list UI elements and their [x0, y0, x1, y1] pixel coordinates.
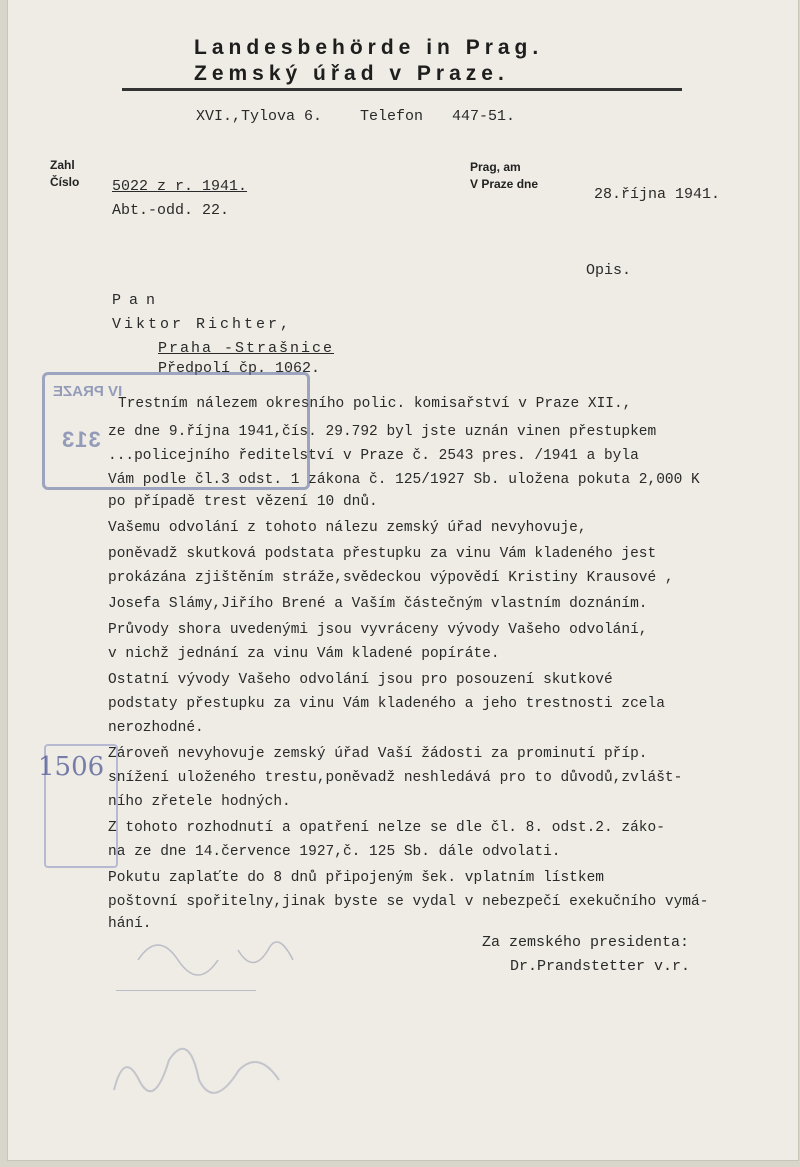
body-line: na ze dne 14.července 1927,č. 125 Sb. dále odvolati. [108, 844, 561, 860]
pencil-scribble [104, 1030, 344, 1120]
body-line: ze dne 9.října 1941,čís. 29.792 byl jste uznán vinen přestupkem [108, 424, 657, 440]
office-address: XVI.,Tylova 6. [196, 108, 323, 125]
addressee-street: Předpolí čp. 1062. [158, 360, 321, 377]
body-line: Vám podle čl.3 odst. 1 zákona č. 125/1927 Sb. uložena pokuta 2,000 K [108, 472, 700, 488]
cislo-label: Číslo [50, 175, 80, 189]
body-line: Pokutu zaplaťte do 8 dnů připojeným šek. vplatním lístkem [108, 870, 604, 886]
reference-number: 5022 z r. 1941. [112, 178, 248, 195]
body-line: v nichž jednání za vinu Vám kladené popíráte. [108, 646, 500, 662]
place-label-german: Prag, am [470, 160, 521, 174]
body-line: snížení uloženého trestu,poněvadž neshledává pro to důvodů,zvlášt- [108, 770, 683, 786]
zahl-label: Zahl [50, 158, 75, 172]
body-line: poněvadž skutková podstata přestupku za vinu Vám kladeného jest [108, 546, 657, 562]
letterhead-rule [122, 88, 682, 91]
stamp-number: 313 [61, 427, 101, 452]
body-line: Vašemu odvolání z tohoto nálezu zemský úřad nevyhovuje, [108, 520, 587, 536]
body-line: Trestním nálezem okresního polic. komisařství v Praze XII., [118, 396, 632, 412]
body-line: podstaty přestupku za vinu Vám kladeného a jeho trestnosti zcela [108, 696, 665, 712]
body-line: po případě trest vězení 10 dnů. [108, 494, 378, 510]
body-line: Josefa Slámy,Jiřího Brené a Vaším částečným vlastním doznáním. [108, 596, 648, 612]
body-line: poštovní spořitelny,jinak byste se vydal v nebezpečí exekučního vymá- [108, 894, 709, 910]
body-line: Z tohoto rozhodnutí a opatření nelze se dle čl. 8. odst.2. záko- [108, 820, 665, 836]
letterhead-czech: Zemský úřad v Praze. [194, 62, 509, 85]
phone-number: 447-51. [452, 108, 516, 125]
signature-name: Dr.Prandstetter v.r. [510, 958, 691, 975]
body-line: nerozhodné. [108, 720, 204, 736]
body-line: Ostatní vývody Vašeho odvolání jsou pro posouzení skutkové [108, 672, 613, 688]
letterhead-german: Landesbehörde in Prag. [194, 36, 544, 59]
phone-label: Telefon [360, 108, 424, 125]
body-line: ...policejního ředitelství v Praze č. 2543 pres. /1941 a byla [108, 448, 639, 464]
body-line: Průvody shora uvedenými jsou vyvráceny vývody Vašeho odvolání, [108, 622, 648, 638]
body-line: hání. [108, 916, 152, 932]
addressee-salutation: Pan [112, 292, 164, 309]
place-label-czech: V Praze dne [470, 177, 539, 191]
office-stamp [42, 372, 310, 490]
addressee-city: Praha -Strašnice [158, 340, 335, 357]
stamp-top-text: IV PRAZE [53, 383, 123, 400]
pencil-scribble [128, 920, 328, 1000]
margin-note: 1506 [38, 752, 105, 782]
body-line: prokázána zjištěním stráže,svědeckou výpovědí Kristiny Krausové , [108, 570, 674, 586]
copy-mark: Opis. [586, 262, 632, 279]
document-date: 28.října 1941. [594, 186, 721, 203]
body-line: Zároveň nevyhovuje zemský úřad Vaší žádosti za prominutí příp. [108, 746, 648, 762]
addressee-name: Viktor Richter, [112, 316, 293, 333]
pencil-line [116, 990, 256, 991]
department-number: Abt.-odd. 22. [112, 202, 230, 219]
body-line: ního zřetele hodných. [108, 794, 291, 810]
signature-title: Za zemského presidenta: [482, 934, 690, 951]
document-page [8, 0, 798, 1160]
